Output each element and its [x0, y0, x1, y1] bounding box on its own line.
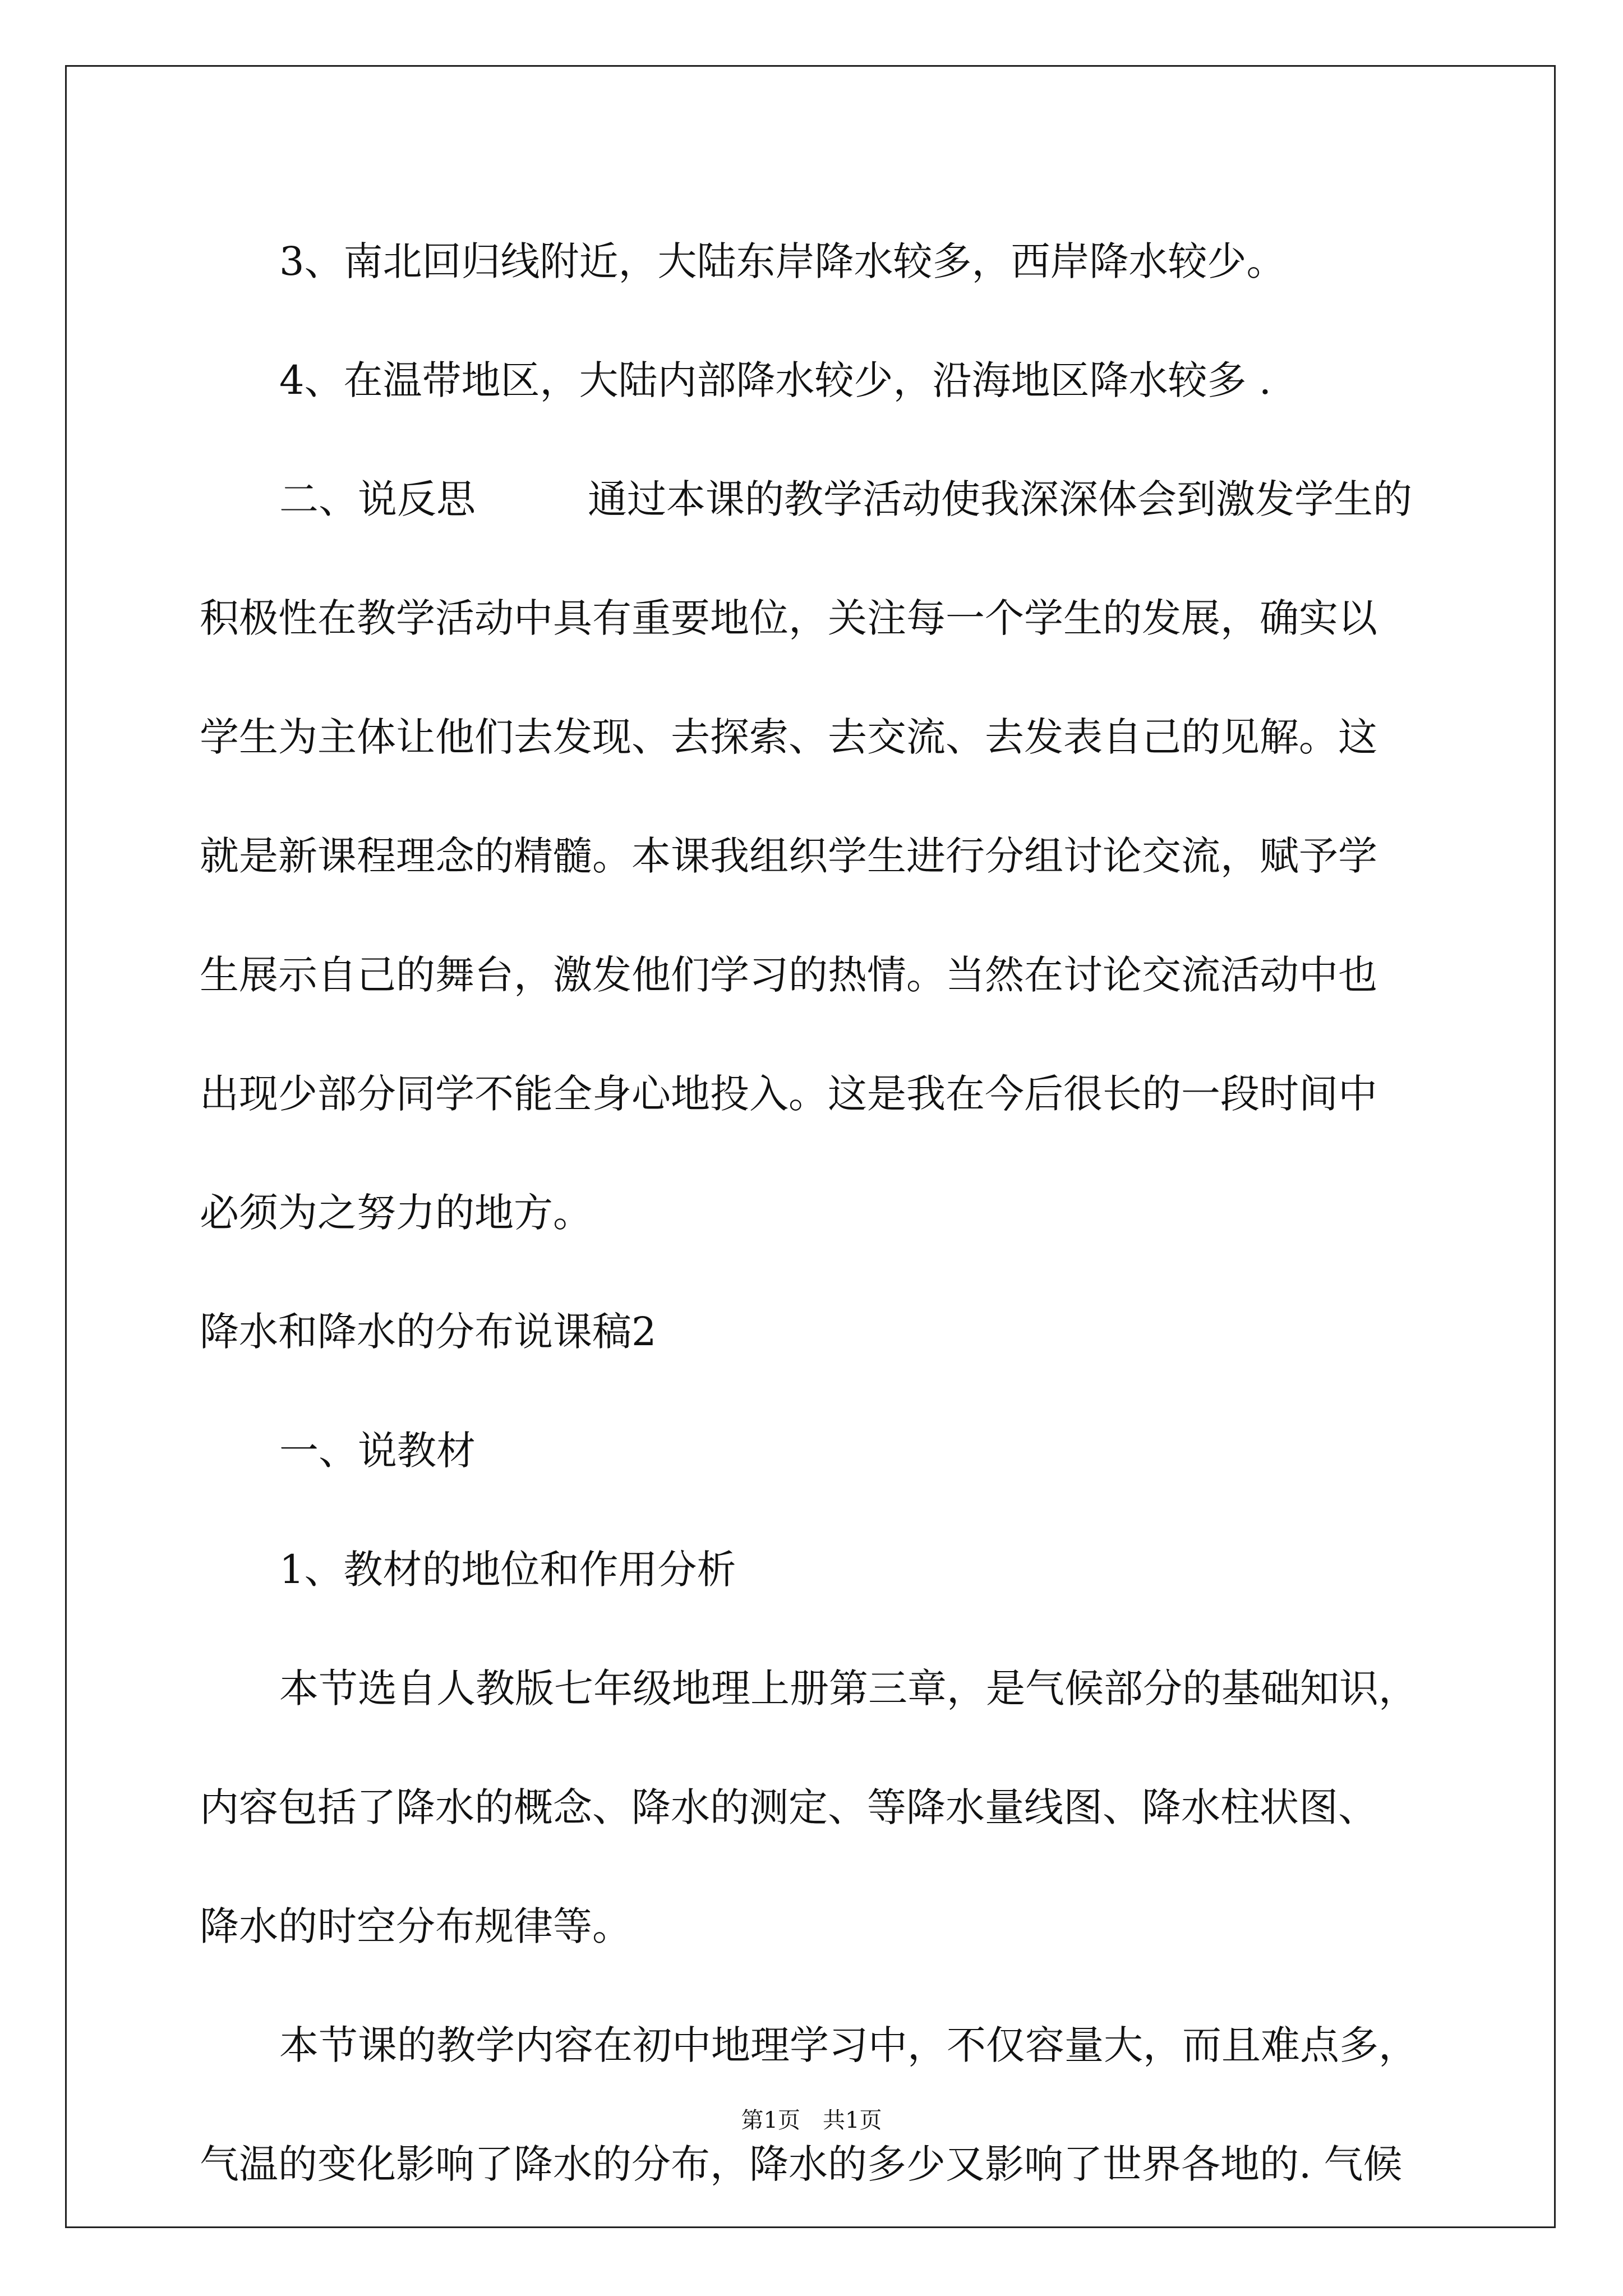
- paragraph-line: 气温的变化影响了降水的分布，降水的多少又影响了世界各地的. 气候: [200, 2141, 1403, 2187]
- paragraph-line: 本节选自人教版七年级地理上册第三章，是气候部分的基础知识，: [279, 1665, 1418, 1711]
- paragraph-line: 3、南北回归线附近，大陆东岸降水较多，西岸降水较少。: [279, 238, 1286, 284]
- page-total: 共1页: [823, 2108, 882, 2133]
- paragraph-line: 4、在温带地区，大陆内部降水较少，沿海地区降水较多 .: [279, 357, 1272, 403]
- paragraph-text: 通过本课的教学活动使我深深体会到激发学生的: [588, 476, 1412, 522]
- reflection-line: [200, 440, 1433, 559]
- paragraph-line: 必须为之努力的地方。: [200, 1190, 592, 1236]
- page-footer: [0, 2106, 1623, 2134]
- document-title: 降水和降水的分布说课稿2: [200, 1309, 657, 1355]
- paragraph-line: 生展示自己的舞台，激发他们学习的热情。当然在讨论交流活动中也: [200, 952, 1377, 998]
- paragraph-line: 降水的时空分布规律等。: [200, 1903, 631, 1949]
- paragraph-line: 学生为主体让他们去发现、去探索、去交流、去发表自己的见解。这: [200, 714, 1377, 760]
- page-number: 第1页: [741, 2108, 800, 2133]
- subsection-heading: 1、教材的地位和作用分析: [279, 1547, 736, 1593]
- paragraph-line: 积极性在教学活动中具有重要地位，关注每一个学生的发展，确实以: [200, 595, 1377, 641]
- paragraph-line: 本节课的教学内容在初中地理学习中，不仅容量大，而且难点多，: [279, 2022, 1418, 2068]
- paragraph-line: 出现少部分同学不能全身心地投入。这是我在今后很长的一段时间中: [200, 1071, 1377, 1117]
- paragraph-line: 就是新课程理念的精髓。本课我组织学生进行分组讨论交流，赋予学: [200, 833, 1377, 879]
- section-heading-reflection: 二、说反思: [279, 476, 476, 522]
- paragraph-line: 内容包括了降水的概念、降水的测定、等降水量线图、降水柱状图、: [200, 1784, 1377, 1830]
- section-heading: 一、说教材: [279, 1428, 476, 1474]
- document-body: [200, 202, 1433, 2224]
